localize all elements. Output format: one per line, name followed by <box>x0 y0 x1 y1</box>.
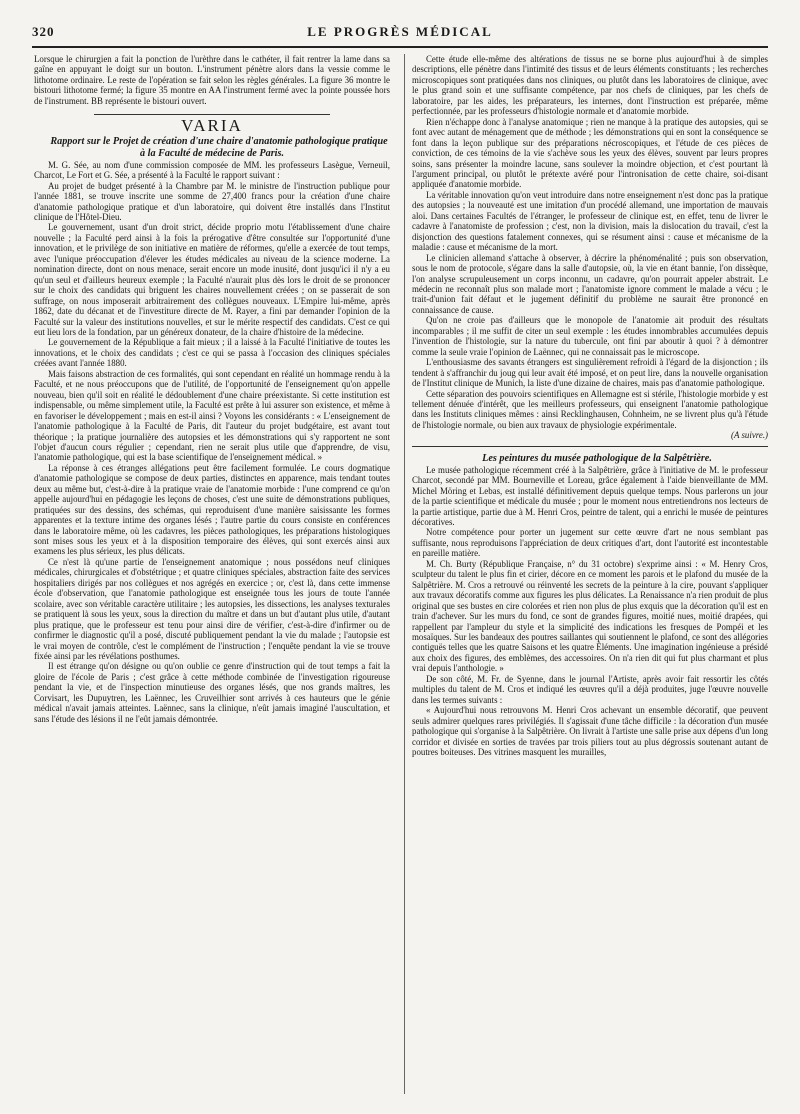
column-divider <box>404 54 405 1094</box>
paragraph: M. Ch. Burty (République Française, n° du 31 octobre) s'exprime ainsi : « M. Henry Cros, sculpteur du talent le plus fin et cirier, décore en ce moment les parois et le plafond du musée de la Salpêtrière. M. Cros a retrouvé ou réinventé les secrets de la peinture à la cire, pouvant s'appliquer aux travaux décoratifs comme aux figures les plus délicates. La Renaissance n'a rien produit de plus original que ses bustes en cire colorées et rien non plus de plus exquis que la décoration qu'il est en train d'achever. Sur les murs du fond, ce sont de grandes figures, moitié nues, moitié drapées, qui rappellent par l'ampleur du style et la simplicité des indications les fresques de Pompéi et les mosaïques. Sur les bandeaux des poutres saillantes qui soutiennent le plafond, ce sont des allégories contiguës telles que les quatre Saisons et les quatre Éléments. Une imagination ingénieuse a présidé aux choix des figures, des emblèmes, des accessoires. On n'a rien dit qui fut plus charmant et plus vrai depuis l'anthologie. » <box>412 558 768 674</box>
right-column <box>412 54 768 1094</box>
paragraph: Il est étrange qu'on désigne ou qu'on oublie ce genre d'instruction qui de tout temps a fait la gloire de l'école de Paris ; c'est grâce à cette méthode combinée de l'investigation rigoureuse pendant la vie, et de l'inspection minutieuse des organes lésés, que nos grands maîtres, les Corvisart, les Dupuytren, les Laënnec, les Cruveilhier sont arrivés à ces hauteurs que le génie médical n'avait jamais atteintes. Laënnec, sans la clinique, n'eût jamais imaginé l'auscultation, et sans l'étude des lésions il ne l'eût jamais démontrée. <box>34 661 390 724</box>
paragraph: Ce n'est là qu'une partie de l'enseignement anatomique ; nous possédons neuf cliniques médicales, chirurgicales et d'obstétrique ; et quatre cliniques spéciales, abstraction faite des services hospitaliers dirigés par nos collègues et nos agrégés en exercice ; or, c'est là, dans cette immense école d'observation, que l'anatomie pathologique est enseignée tous les jours de toute l'année scolaire, avec son véritable caractère utilitaire ; les autopsies, les dissections, les analyses texturales se pratiquent là sous les yeux, sous la direction du maître et dans un but d'autant plus utile, d'autant plus pratique, que le professeur est tenu pour ainsi dire de vérifier, c'est-à-dire d'infirmer ou de confirmer le diagnostic qu'il a posé, discuté publiquement pendant la vie du malade ; l'autopsie est le vrai moyen de contrôle, c'est le complément de l'instruction ; l'enquête pendant la vie se trouve fixée ainsi par les révélations posthumes. <box>34 556 390 662</box>
paragraph: Qu'on ne croie pas d'ailleurs que le monopole de l'anatomie ait produit des résultats incomparables ; il me suffit de citer un seul exemple : les études innombrables accumulées depuis l'invention de l'histologie, sur la nature du tubercule, ont fini par aboutir à quoi ? à démontrer comme la seule vraie l'opinion de Laënnec, qui ne connaissait pas le microscope. <box>412 315 768 357</box>
paragraph: Mais faisons abstraction de ces formalités, qui sont cependant en réalité un hommage rendu à la Faculté, et ne nous préoccupons que de l'utilité, de l'opportunité de l'enseignement qu'on appelle nouveau, bien qu'il soit en réalité le dédoublement d'une chaire préexistante. Si cette institution est indispensable, ou même simplement utile, la Faculté est prête à lui assurer son existence, et même à en favoriser le développement ; mais en est-il ainsi ? Voyons les considérants : « L'enseignement de l'anatomie pathologique à la Faculté de Paris, dit l'auteur du projet budgétaire, est avant tout théorique ; la pratique journalière des autopsies et les démonstrations qui s'y rapportent ne sont l'objet d'aucun cours régulier ; cependant, rien ne serait plus utile que d'apprendre, de visu, l'anatomie pathologique, qui est la base scientifique de l'enseignement médical. » <box>34 368 390 463</box>
paragraph: M. G. Sée, au nom d'une commission composée de MM. les professeurs Lasègue, Verneuil, Charcot, Le Fort et G. Sée, a présenté à la Faculté le rapport suivant : <box>34 159 390 181</box>
article-title: Rapport sur le Projet de création d'une chaire d'anatomie pathologique pratique à la Faculté de médecine de Paris. <box>50 135 388 159</box>
section-heading: VARIA <box>181 116 243 136</box>
paragraph: Notre compétence pour porter un jugement sur cette œuvre d'art ne nous semblant pas suffisante, nous reproduisons l'appréciation de deux critiques d'art, dont l'autorité est incontestable en pareille matière. <box>412 527 768 559</box>
paragraph: Au projet de budget présenté à la Chambre par M. le ministre de l'instruction publique pour l'année 1881, se trouve inscrite une somme de 27,400 francs pour la création d'une chaire d'anatomie pathologique pratique et d'un laboratoire, qui doivent être installés dans l'Institut clinique de l'Hôtel-Dieu. <box>34 180 390 222</box>
to-be-continued: (A suivre.) <box>731 430 768 441</box>
paragraph: La véritable innovation qu'on veut introduire dans notre enseignement n'est donc pas la pratique des autopsies ; la nouveauté est une imitation d'un procédé allemand, une importation de mauvais aloi. Dans certaines Facultés de l'étranger, le professeur de clinique est, en effet, tenu de livrer le cadavre à l'anatomiste de profession ; c'est, non la division, mais la dislocation du travail, c'est la disjonction des questions fatalement connexes, qui se résument ainsi : cause et mécanisme de la maladie : cause et mécanisme de la mort. <box>412 189 768 253</box>
intro-paragraph: Lorsque le chirurgien a fait la ponction de l'urèthre dans le cathéter, il fait rentrer la lame dans sa gaîne en appuyant le doigt sur un bouton. L'instrument pénètre alors dans la vessie comme le lithotome ordinaire. Le reste de l'opération se fait selon les règles générales. La figure 36 montre le bistouri lithotome fermé; la figure 35 montre en AA l'instrument fermé avec la pointe poussée hors de l'instrument. BB représente le bistouri ouvert. <box>34 54 390 106</box>
page-header <box>32 22 768 44</box>
page-number: 320 <box>32 24 55 39</box>
paragraph: Rien n'échappe donc à l'analyse anatomique ; rien ne manque à la pratique des autopsies, qui se font avec autant de ménagement que de méthode ; les démonstrations qui en sont la conséquence se font dans la leçon publique sur des préparations nécroscopiques, et l'étude de ces pièces de conviction, de ces témoins de la vie s'achève sous les yeux des élèves, souvent par leurs propres soins, sans présenter la moindre lacune, sans soulever la moindre objection, et c'est pourtant là l'argument principal, ou plutôt le prétexte avéré pour l'intronisation de cette chaire, soi-disant appliquée d'anatomie morbide. <box>412 116 768 190</box>
header-rule <box>32 46 768 48</box>
paragraph: Le gouvernement, usant d'un droit strict, décide proprio motu l'établissement d'une chaire nouvelle ; la Faculté perd ainsi à la fois la prérogative d'être consultée sur l'opportunité d'une innovation, et le privilège de son initiative en matière de réformes, qu'elle a exercée de tout temps, avec l'unique préoccupation d'élever les études médicales au niveau de la science moderne. La nomination directe, dont on nous menace, serait encore un mode inusité, dont jusqu'ici il n'y a eu qu'un seul et d'ailleurs heureux exemple ; la Faculté n'aurait plus dès lors le droit de se prononcer sur le choix des candidats qui briguent les chaires nouvellement créées ; on se passerait de son suffrage, on nous imposerait arbitrairement des collègues nouveaux. L'Empire lui-même, après 1862, date du décanat et de l'investiture directe de M. Rayer, a fini par demander l'opinion de la Faculté sur la valeur des institutions nouvelles, et sur le mérite respectif des candidats. C'est ce qui eut lieu lors de la fondation, par un généreux donateur, de la chaire d'histoire de la médecine. <box>34 222 390 337</box>
paragraph: Le musée pathologique récemment créé à la Salpêtrière, grâce à l'initiative de M. le professeur Charcot, secondé par MM. Bourneville et Loreau, grâce également à l'aide bienveillante de MM. Michel Möring et Lebas, est installé définitivement depuis quelque temps. Nous parlerons un jour de la partie scientifique et médicale du musée ; pour le moment nous entretiendrons nos lecteurs de la partie artistique, partie due à M. Henri Cros, peintre de talent, qui a enrichi le musée de peintures décoratives. <box>412 464 768 528</box>
journal-title: LE PROGRÈS MÉDICAL <box>307 24 493 39</box>
article2-title: Les peintures du musée pathologique de la Salpêtrière. <box>482 452 712 464</box>
paragraph: Le clinicien allemand s'attache à observer, à décrire la phénoménalité ; puis son observation, sous le nom de protocole, s'égare dans la salle d'autopsie, où, la vie en étant bannie, l'on dissèque, l'on analyse scrupuleusement un corps inconnu, un cadavre, qu'on pourrait appeler abstrait. Le médecin ne reconnaît plus son malade mort ; l'anatomiste ignore comment le malade a vécu ; le trait-d'union fait défaut et le jugement définitif du problème ne saurait être prononcé en connaissance de cause. <box>412 252 768 315</box>
paragraph: La réponse à ces étranges allégations peut être facilement formulée. Le cours dogmatique d'anatomie pathologique se compose de deux parties, distinctes en apparence, mais tendant toutes deux au même but, c'est-à-dire à la pratique vraie de l'anatomie morbide : l'une comprend ce qu'on appelle aujourd'hui en pédagogie les leçons de choses, c'est une suite de démonstrations publiques, pratiquées sur des dessins, des schémas, qui reproduisent d'une manière saisissante les formes apparentes et la texture intime des organes lésés ; l'autre partie du cours consiste en conférences dans le laboratoire même, où les cadavres, les pièces pathologiques, les préparations histologiques sont mises sous les yeux et à la disposition temporaire des élèves, qui sont exercés ainsi aux examens les plus sérieux, les plus délicats. <box>34 462 390 557</box>
left-column <box>34 54 390 1094</box>
paragraph: « Aujourd'hui nous retrouvons M. Henri Cros achevant un ensemble décoratif, que peuvent seuls admirer quelques rares privilégiés. Il s'agissait d'une tâche difficile : la décoration d'un musée pathologique qui s'organise à la Salpêtrière. On livrait à l'artiste une salle prise aux dépens d'un long corridor et divisée en sorties de travées par trois piliers tout au plus dégrossis soutenant autant de poutres boiteuses. Des vitrines masquent les murailles, <box>412 705 768 757</box>
article-separator <box>412 446 768 447</box>
section-rule <box>94 114 330 115</box>
paragraph: Cette séparation des pouvoirs scientifiques en Allemagne est si stérile, l'histologie morbide y est tellement dénuée d'intérêt, que les meilleurs professeurs, qui enseignent l'anatomie pathologique dans les Instituts cliniques mêmes : ainsi Recklinghausen, Cohnheim, ne se livrent plus qu'à l'étude de l'histologie normale, ou bien aux travaux de physiologie expérimentale. <box>412 388 768 430</box>
paragraph: L'enthousiasme des savants étrangers est singulièrement refroidi à l'égard de la disjonction ; ils tendent à s'affranchir du joug qui leur avait été imposé, et on peut lire, dans la nouvelle organisation de l'Institut clinique de Munich, la liste d'une dizaine de chaires, mais pas d'anatomie pathologique. <box>412 357 768 389</box>
paragraph: Le gouvernement de la République a fait mieux ; il a laissé à la Faculté l'initiative de toutes les innovations, et le choix des candidats ; c'est ce qui se passa à l'occasion des cliniques spéciales créées avant l'année 1880. <box>34 337 390 369</box>
paragraph: De son côté, M. Fr. de Syenne, dans le journal l'Artiste, après avoir fait ressortir les côtés multiples du talent de M. Cros et indiqué les œuvres qu'il a déjà produites, juge l'œuvre nouvelle dans les termes suivants : <box>412 673 768 705</box>
paragraph: Cette étude elle-même des altérations de tissus ne se borne plus aujourd'hui à de simples descriptions, elle pénètre dans l'intimité des tissus et de leurs éléments constituants ; les recherches microscopiques sont pratiquées dans nos cliniques, ou plutôt dans les laboratoires de clinique, avec le plus grand soin et une suffisante compétence, par nos chefs de cliniques, par les chefs de laboratoire, par les aides, les préparateurs, les internes, dont l'instruction est préparée, même perfectionnée, par les professeurs d'histologie normale et d'anatomie morbide. <box>412 54 768 117</box>
